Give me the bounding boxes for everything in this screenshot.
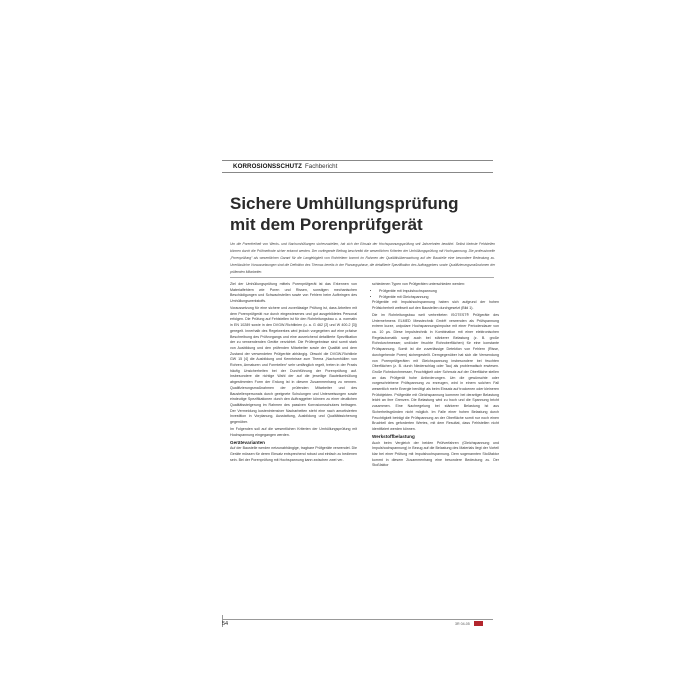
article-intro: Um die Porenfreiheit von Werks- und Nachumhüllungen sicherzustellen, hat sich der Einsatz der Hochspannungsprüfung seit Jahrzehnten bewährt. Selbst kleinste Fehlstellen können durch die Prüfmethode sicher erkannt werden. Der vorliegende Beitrag beschreibt die wesentlichen Kriterien der Umhüllungsprüfung mit Hochspannung. Die professionelle „Porenprüfung“ als wesentlichen Garant für die Langlebigkeit von Rohrleitern kommt im Rahmen der Qualitätsüberwachung auf der Baustelle eine besondere Bedeutung zu. Unerlässliche Voraussetzungen sind die Definition des Themas bereits in der Planungsphase, die detaillierte Spezifikation des Auftraggebers sowie Qualifizierungsmaßnahmen der prüfenden Mitarbeiter. (230, 242, 495, 274)
intro-divider (230, 277, 494, 278)
paragraph: Die im Rohrleitungsbau weit verbreiteten ISOTEST® Prüfgeräte des Unternehmens ELMED Messtechnik GmbH verwenden als Prüfspannung extrem kurze, unipolare Hochspannungsimpulse mit einer Periodendauer von ca. 10 µs. Diese Impulstechnik in Kombination mit einer elektronischen Regelautomatik sorgt auch bei stärkerer Belastung (z. B. große Rohrdurchmesser, und/oder feuchte Rohroberflächen) für eine konstante Prüfspannung. Somit ist die zuverlässige Detektion von Fehlern (Risse, durchgehende Poren) sichergestellt. Demgegenüber hat sich die Verwendung von Porenprüfgeräten mit Gleichspannung insbesondere bei feuchten Oberflächen (z. B. durch Niederschlag oder Tau) als problematisch erwiesen. Große Rohrdurchmesser, Feuchtigkeit oder Schmutz auf der Oberfläche stellen an das Prüfgerät hohe Anforderungen. Um die gewünschte oder vorgeschriebene Prüfspannung zu erzeugen, wird in einem solchen Fall wesentlich mehr Energie benötigt als beim Einsatz auf trockenen oder kleineren Prüfobjekten. Prüfgeräte mit Gleichspannung kommen bei derartiger Belastung leicht an ihre Grenzen. Die Belastung wird zu hoch und die Spannung bricht zusammen. Eine Nachregelung bei stärkerer Belastung ist aus Sicherheitsgründen nicht möglich. Im Falle einer hohen Belastung durch Feuchtigkeit beträgt die Prüfspannung an der Oberfläche somit nur noch einen Bruchteil des geforderten Wertes, mit dem Resultat, dass Fehlstellen nicht identifiziert werden können. (372, 312, 499, 431)
list-item: • Prüfgeräte mit Impulshochspannung (379, 289, 499, 295)
article-title (230, 193, 500, 235)
paragraph: schiedenen Typen von Prüfgeräten unterschieden werden: (372, 282, 466, 286)
paragraph: Ziel der Umhüllungsprüfung mittels Porenprüfgerät ist das Erkennen von Materialfehlern wie Poren und Rissen, sonstigen mechanischen Beschädigungen und Schwachstellen sowie von Fehlern beim Aufbringen des Umhüllungswerkstoffs. (230, 282, 357, 304)
section-sublabel: Fachbericht (304, 163, 338, 170)
paragraph: Auf der Baustelle werden netzunabhängige, tragbare Prüfgeräte verwendet. Die Geräte müssen für deren Einsatz entsprechend robust und einfach zu bedienen sein. Bei der Porenprüfung mit Hochspannung kann zwischen zwei ver- (230, 446, 357, 462)
section-header (222, 160, 493, 173)
paragraph: Auch beim Vergleich der beiden Prüfverfahren (Gleichspannung und Impulshochspannung) in Bezug auf die Belastung des Materials liegt der Vorteil klar bei einer Prüfung mit Impulshochspannung. Dem sogenannten Stoßfaktor kommt in diesem Zusammenhang eine besondere Bedeutung zu. Der Stoßfaktor (372, 440, 499, 468)
title-line-1: Sichere Umhüllungsprüfung (230, 194, 459, 213)
publisher-logo-icon (474, 621, 483, 626)
right-column (372, 282, 499, 470)
paragraph: Voraussetzung für eine sichere und zuverlässige Prüfung ist, dass Arbeiten mit dem Porenprüfgerät nur durch eingewiesenes und gut ausgebildetes Personal erfolgen. Die Prüfung auf Fehlstellen ist für den Rohrleitungsbau u. a. normativ in EN 10289 sowie in den DVGW-Richtlinien (u. a. G 462 [2] und W 400-2 [3]) geregelt. Innerhalb des Regelwerkes wird jedoch vorgegeben auf eine präzise Beschreibung des Prüfvorgangs und eine ausreichend detaillierte Spezifikation der zu verwendenden Geräte verzichtet. Die Prüfergebnisse sind somit stark von Ausbildung und den prüfenden Mitarbeiter sowie der Qualität und dem Zustand der verwendeten Prüfgeräte abhängig. Obwohl die DVGW-Richtlinie GW 15 [4] die Ausbildung und Kenntnisse zum Thema „Nachumhüllen von Rohren, Armaturen und Formteilen“ sehr umfänglich regelt, treten in der Praxis häufig Unsicherheiten bei der Durchführung der Porenprüfung auf. Insbesondere die richtige Wahl der auf die jeweilige Bauteilumhüllung abgestimmten Form der Erdung ist in diesem Zusammenhang zu nennen. Qualifizierungsmaßnahmen der prüfenden Mitarbeiter und des Baustellenpersonals durch geeignete Schulungen und Unterweisungen sowie eindeutige Spezifikationen durch den Auftraggeber können zu einer deutlichen Qualitätssteigerung im Rahmen des passiven Korrosionsschutzes beitragen. Der Vermeidung kostenintensiver Nacharbeiten steht eine nach amortisierten Investition in Vorplanung, Ausstattung, Ausbildung und Qualitätssicherung gegenüber. (230, 306, 357, 425)
footer-divider (222, 619, 493, 620)
left-column (230, 282, 357, 465)
paragraph: Prüfgeräte mit Impulshochspannung haben sich aufgrund der hohen Prüfsicherheit weltweit auf den Baustellen durchgesetzt (Bild 1). (372, 300, 499, 310)
title-line-2: mit dem Porenprüfgerät (230, 215, 423, 234)
bullet-list (372, 289, 499, 300)
page-number: 54 (222, 621, 229, 627)
paragraph: Im Folgenden soll auf die wesentlichen Kriterien der Umhüllungsprüfung mit Hochspannung eingegangen werden. (230, 426, 357, 437)
issue-label: 3R 04-05 (455, 621, 470, 626)
list-item: • Prüfgeräte mit Gleichspannung (379, 295, 499, 301)
section-label: KORROSIONSSCHUTZ (233, 163, 302, 170)
subheading-werkstoffbelastung: Werkstoffbelastung (372, 434, 415, 440)
footer-issue (455, 621, 483, 626)
subheading-geraetevarianten: Gerätevarianten (230, 439, 265, 445)
